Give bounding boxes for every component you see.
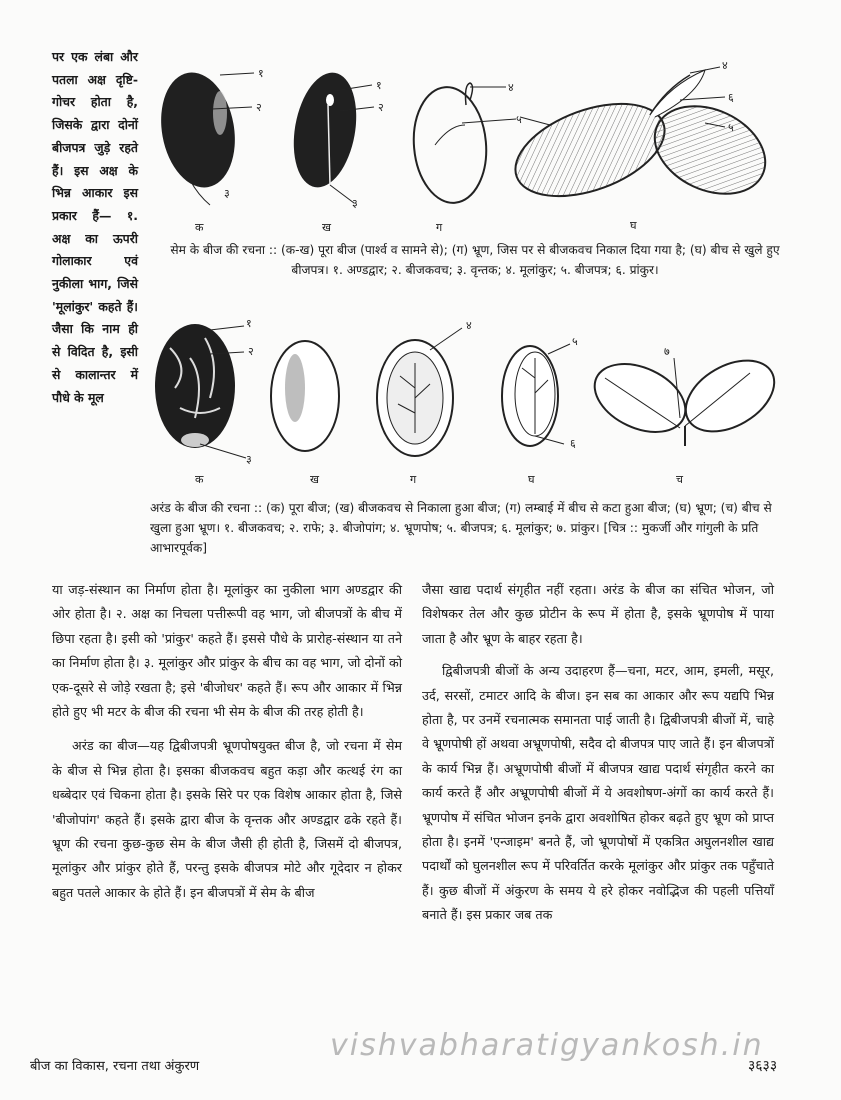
fig2-part-3: ३ xyxy=(246,453,252,466)
right-paragraph-2: द्विबीजपत्री बीजों के अन्य उदाहरण हैं—चना, मटर, आम, इमली, मसूर, उर्द, सरसों, टमाटर आदि के बीज। इन सब का आकार और रूप यद्यपि भिन्न होता है, पर उनमें रचनात्मक समानता पाई जाती है। द्विबीजपत्री बीजों में, चाहे वे भ्रूणपोषी हों अथवा अभ्रूणपोषी, सदैव दो बीजपत्र पाए जाते हैं। इन बीजपत्रों के कार्य भिन्न हैं। अभ्रूणपोषी बीजों में बीजपत्र खाद्य पदार्थ संगृहीत करने का कार्य करते हैं और अभ्रूणपोषी बीजों में ये अवशोषण-अंगों का कार्य करते हैं। भ्रूणपोष में संचित भोजन इनके द्वारा अवशोषित होकर बढ़ते हुए भ्रूण को प्राप्त होता है। इनमें 'एन्जाइम' बनते हैं, जो भ्रूणपोषों में एकत्रित अघुलनशील खाद्य पदार्थों को घुलनशील रूप में परिवर्तित करके मूलांकुर और प्रांकुर तक पहुँचाते हैं। कुछ बीजों में अंकुरण के समय ये हरे होकर नवोद्भिज की पहली पत्तियाँ बनाते हैं। इस प्रकार जब तक xyxy=(422,663,774,923)
fig1-panel-gha: घ xyxy=(630,219,637,232)
fig2-part-5: ५ xyxy=(572,335,578,348)
castor-whole-seed xyxy=(155,324,246,458)
bean-whole-side xyxy=(152,67,254,205)
page-number: ३६३३ xyxy=(748,1058,778,1074)
footer-chapter-title: बीज का विकास, रचना तथा अंकुरण xyxy=(30,1059,200,1074)
fig1-part-3b: ३ xyxy=(352,197,358,210)
fig2-panel-ka: क xyxy=(195,473,204,486)
castor-opened-embryo xyxy=(584,346,787,446)
left-paragraph-2: अरंड का बीज—यह द्विबीजपत्री भ्रूणपोषयुक्त बीज है, जो रचना में सेम के बीज से भिन्न होता है। इसका बीजकवच बहुत कड़ा और कत्थई रंग का धब्बेदार एवं चिकना होता है। इसके सिरे पर एक विशेष आकार होता है, जिसे 'बीजोपांग' कहते हैं। इसके द्वारा बीज के वृन्तक और अण्डद्वार ढके रहते हैं। भ्रूण की रचना कुछ-कुछ सेम के बीज जैसी ही होती है, जिसमें दो बीजपत्र, मूलांकुर और प्रांकुर होते हैं, परन्तु इसके बीजपत्र मोटे और गूदेदार न होकर बहुत पतले आकार के होते हैं। इन बीजपत्रों में सेम के बीज xyxy=(52,738,402,900)
fig1-part-5a: ५ xyxy=(516,113,522,126)
figure2-caption: अरंड के बीज की रचना :: (क) पूरा बीज; (ख) बीजकवच से निकाला हुआ बीज; (ग) लम्बाई में बीच से कटा हुआ बीज; (घ) भ्रूण; (च) बीच से खुला हुआ भ्रूण। १. बीजकवच; २. राफे; ३. बीजोपांग; ४. भ्रूणपोष; ५. बीजपत्र; ६. मूलांकुर; ७. प्रांकुर। [चित्र :: मुकर्जी और गांगुली के प्रति आभारपूर्वक] xyxy=(150,501,772,555)
castor-longitudinal-section xyxy=(377,328,462,456)
bean-embryo xyxy=(409,83,516,206)
footer-watermark: vishvabharatigyankosh.in xyxy=(330,1028,764,1063)
sidebar-paragraph: पर एक लंबा और पतला अक्ष दृष्टि-गोचर होता है, जिसके द्वारा दोनों बीजपत्र जुड़े रहते हैं। इस अक्ष के भिन्न आकार इस प्रकार हैं— १. अक्ष का ऊपरी गोलाकार एवं नुकीला भाग, जिसे 'मूलांकुर' कहते हैं। जैसा कि नाम ही से विदित है, इसी से कालान्तर में पौधे के मूल xyxy=(52,49,138,405)
fig2-panel-gha: घ xyxy=(528,473,535,486)
castor-embryo xyxy=(502,344,570,446)
fig1-part-1a: १ xyxy=(258,67,264,80)
fig1-part-4a: ४ xyxy=(508,81,514,94)
fig1-part-2a: २ xyxy=(256,101,262,114)
fig1-panel-ka: क xyxy=(195,221,204,234)
left-text-column xyxy=(52,578,402,905)
right-paragraph-1: जैसा खाद्य पदार्थ संगृहीत नहीं रहता। अरंड के बीज का संचित भोजन, जो विशेषकर तेल और कुछ प्रोटीन के रूप में होता है, इसके भ्रूणपोष में पाया जाता है और भ्रूण के बाहर रहता है। xyxy=(422,582,774,646)
figure-bean-seed xyxy=(150,45,800,240)
bean-whole-front xyxy=(285,68,374,203)
figure1-caption: सेम के बीज की रचना :: (क-ख) पूरा बीज (पार्श्व व सामने से); (ग) भ्रूण, जिस पर से बीजकवच निकाल दिया गया है; (घ) बीच से खुले हुए बीजपत्र। १. अण्डद्वार; २. बीजकवच; ३. वृन्तक; ४. मूलांकुर; ५. बीजपत्र; ६. प्रांकुर। xyxy=(170,243,780,277)
castor-seed-without-coat xyxy=(271,341,339,451)
fig1-part-1b: १ xyxy=(376,79,382,92)
sidebar-text-column xyxy=(52,46,138,409)
fig1-part-5b: ५ xyxy=(728,121,734,134)
fig1-part-4b: ४ xyxy=(722,59,728,72)
fig1-part-6: ६ xyxy=(728,91,734,104)
right-text-column xyxy=(422,578,774,928)
fig2-panel-ga: ग xyxy=(410,473,417,486)
fig2-panel-cha: च xyxy=(676,473,683,486)
bean-opened-cotyledons xyxy=(503,67,779,214)
fig2-part-2: २ xyxy=(248,345,254,358)
fig2-part-7: ७ xyxy=(664,345,670,358)
fig1-panel-ga: ग xyxy=(436,221,443,234)
fig2-part-4: ४ xyxy=(466,319,472,332)
fig1-panel-kha: ख xyxy=(322,221,331,234)
fig1-part-2b: २ xyxy=(378,101,384,114)
fig2-panel-kha: ख xyxy=(310,473,319,486)
fig1-part-3a: ३ xyxy=(224,187,230,200)
fig2-part-1: १ xyxy=(246,317,252,330)
figure-castor-seed xyxy=(150,318,800,468)
left-paragraph-1: या जड़-संस्थान का निर्माण होता है। मूलांकुर का नुकीला भाग अण्डद्वार की ओर होता है। २. अक्ष का निचला पत्तीरूपी वह भाग, जो बीजपत्रों के बीच में छिपा रहता है। इसी को 'प्रांकुर' कहते हैं। इससे पौधे के प्रारोह-संस्थान या तने का निर्माण होता है। ३. मूलांकुर और प्रांकुर के बीच का वह भाग, जो दोनों को एक-दूसरे से जोड़े रखता है; इसे 'बीजोधर' कहते हैं। रूप और आकार में भिन्न होते हुए भी मटर के बीज की रचना भी सेम के बीज की तरह होती है। xyxy=(52,582,402,720)
fig2-part-6: ६ xyxy=(570,437,576,450)
